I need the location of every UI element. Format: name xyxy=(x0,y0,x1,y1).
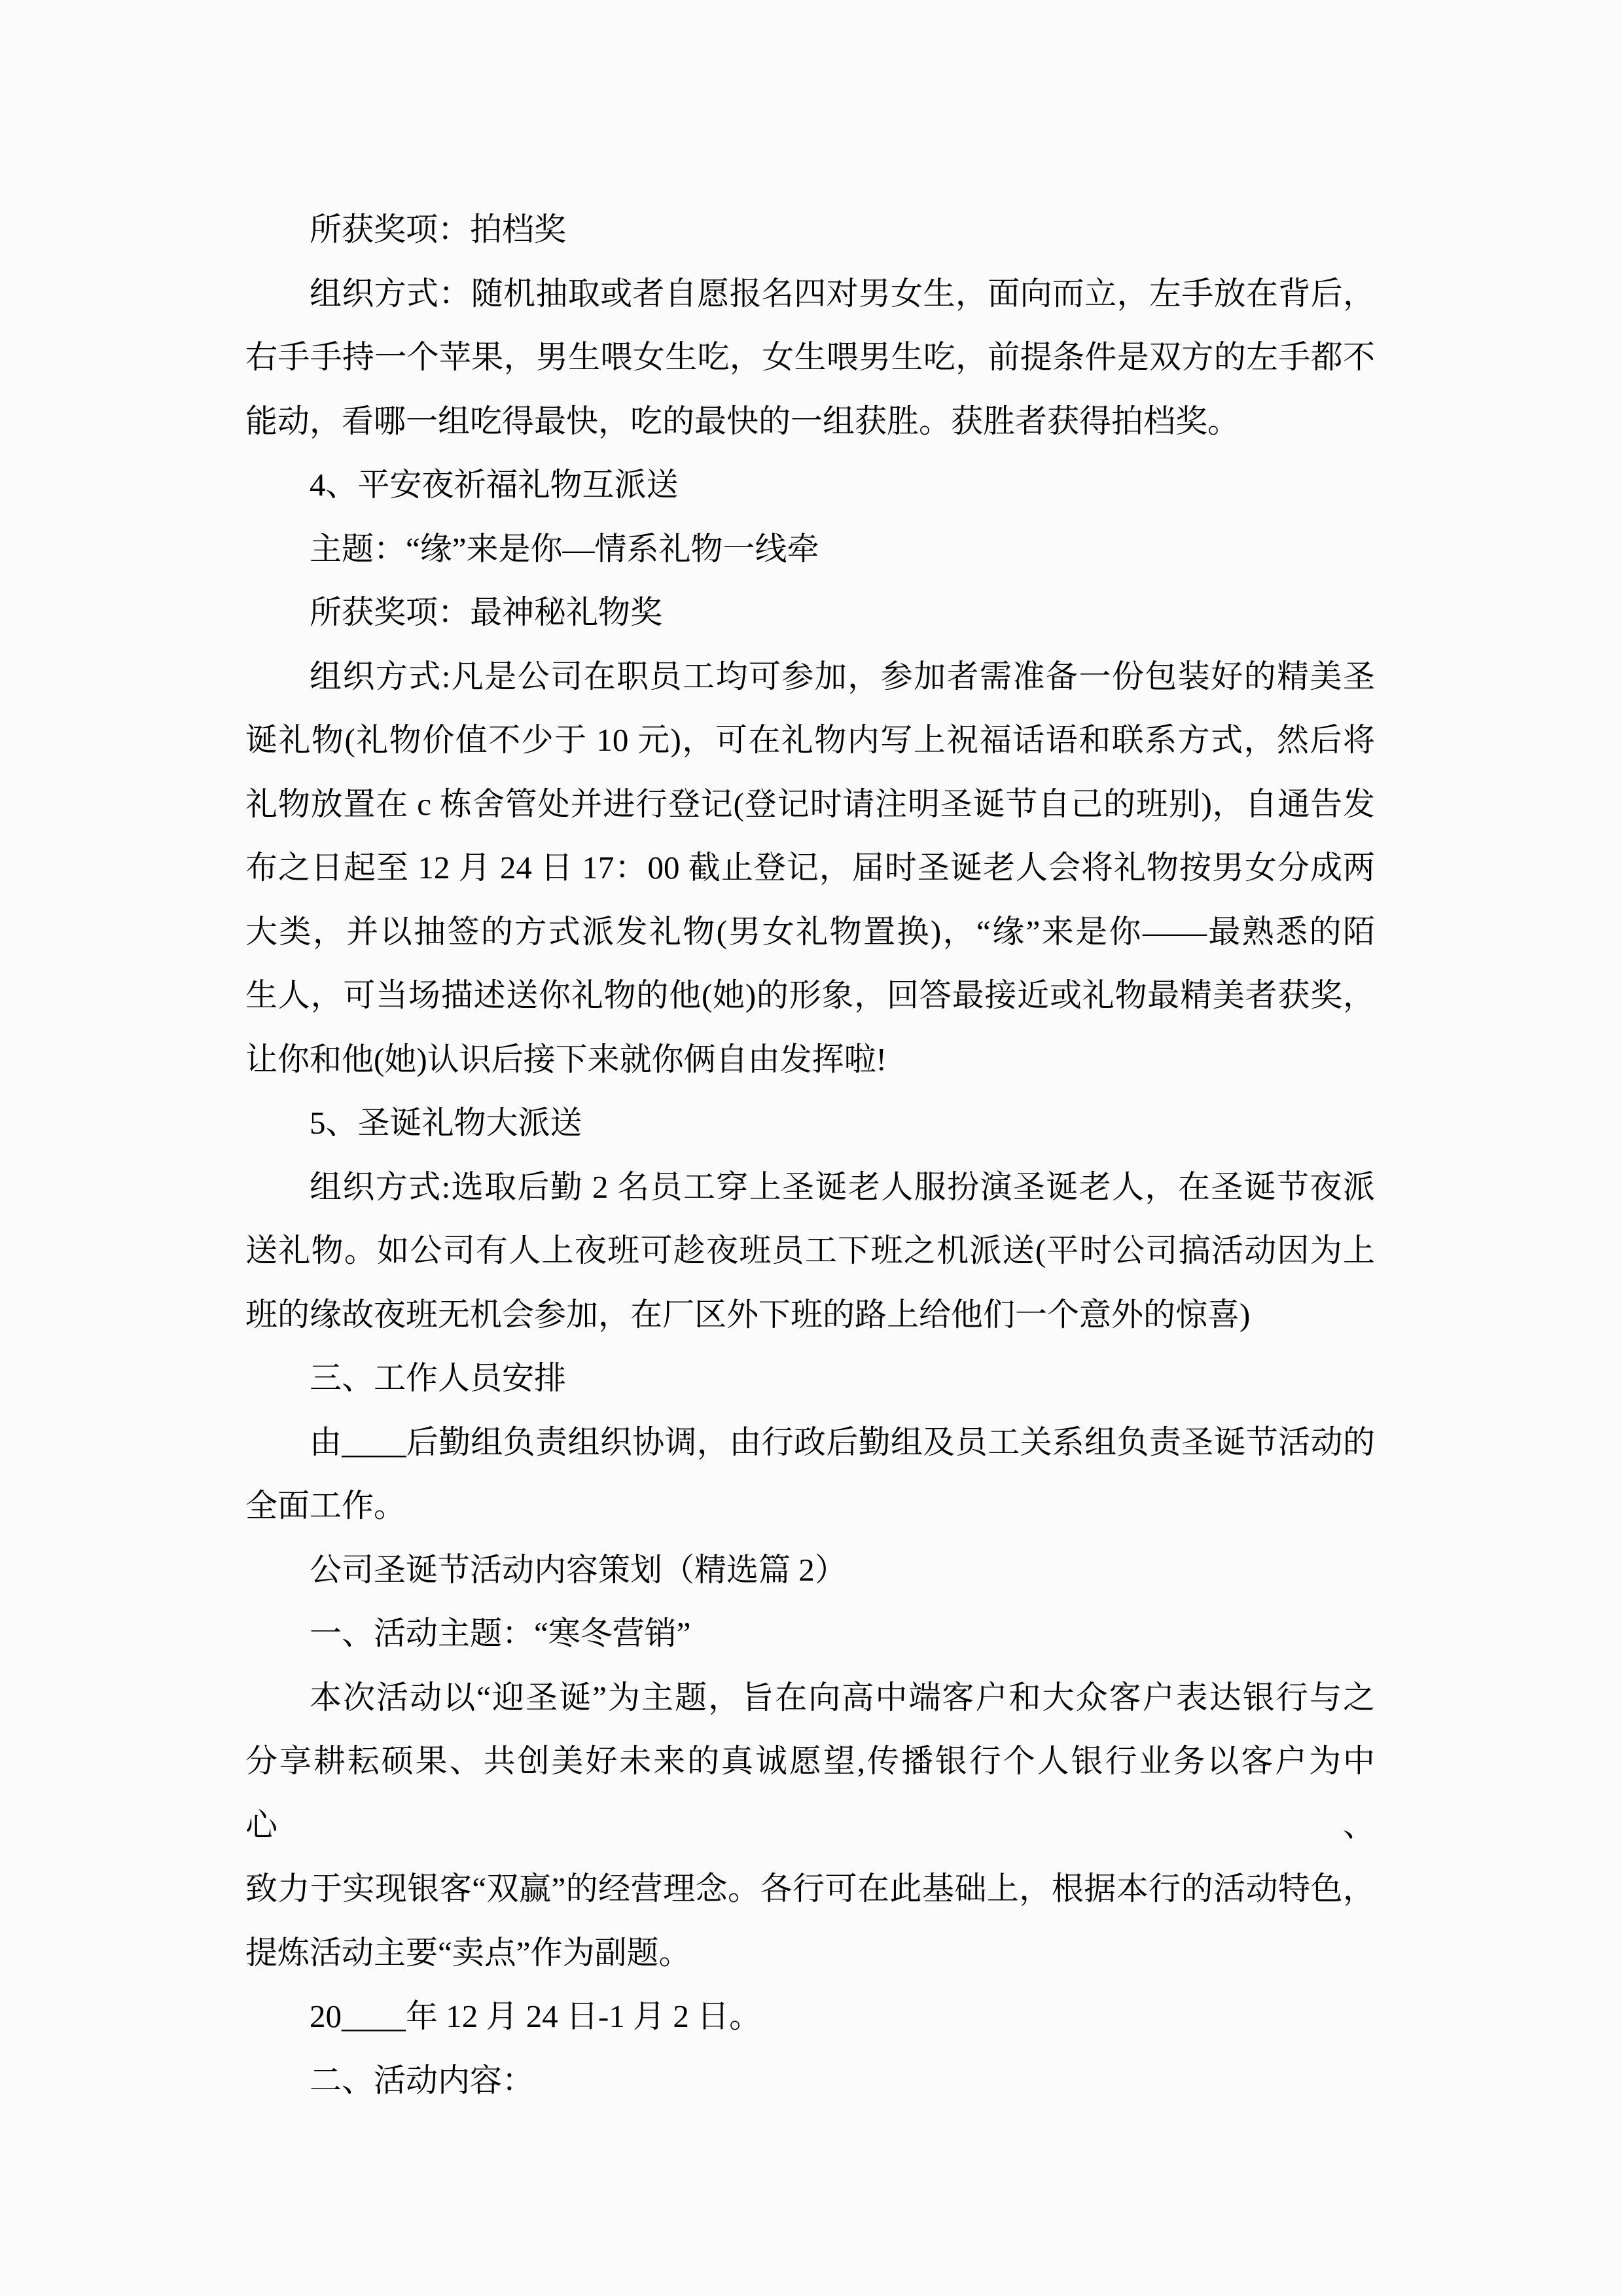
text-line: 所获奖项：拍档奖 xyxy=(310,211,567,247)
text-line: 分享耕耘硕果、共创美好未来的真诚愿望,传播银行个人银行业务以客户为中心、 xyxy=(245,1743,1375,1843)
text-line: 组织方式:凡是公司在职员工均可参加，参加者需准备一份包装好的精美圣 xyxy=(310,658,1375,694)
text-line: 一、活动主题：“寒冬营销” xyxy=(310,1615,691,1651)
text-line: 布之日起至 12 月 24 日 17：00 截止登记，届时圣诞老人会将礼物按男女分成两 xyxy=(245,850,1375,886)
text-line: 右手手持一个苹果，男生喂女生吃，女生喂男生吃，前提条件是双方的左手都不 xyxy=(245,339,1375,375)
text-line: 能动，看哪一组吃得最快，吃的最快的一组获胜。获胜者获得拍档奖。 xyxy=(245,403,1240,439)
text-line: 礼物放置在 c 栋舍管处并进行登记(登记时请注明圣诞节自己的班别)，自通告发 xyxy=(245,785,1375,822)
text-line: 全面工作。 xyxy=(245,1488,406,1524)
text-line: 20____年 12 月 24 日-1 月 2 日。 xyxy=(310,1998,762,2034)
text-line: 送礼物。如公司有人上夜班可趁夜班员工下班之机派送(平时公司搞活动因为上 xyxy=(245,1232,1375,1268)
text-line: 提炼活动主要“卖点”作为副题。 xyxy=(245,1934,691,1971)
text-line: 5、圣诞礼物大派送 xyxy=(310,1105,582,1141)
text-line: 本次活动以“迎圣诞”为主题，旨在向高中端客户和大众客户表达银行与之 xyxy=(310,1679,1375,1715)
text-line: 由____后勤组负责组织协调，由行政后勤组及员工关系组负责圣诞节活动的 xyxy=(310,1424,1375,1460)
text-line: 让你和他(她)认识后接下来就你俩自由发挥啦! xyxy=(245,1041,887,1077)
text-line: 大类，并以抽签的方式派发礼物(男女礼物置换)，“缘”来是你——最熟悉的陌 xyxy=(245,913,1375,950)
text-line: 主题：“缘”来是你—情系礼物一线牵 xyxy=(310,530,819,567)
text-line: 三、工作人员安排 xyxy=(310,1360,567,1396)
text-line: 生人，可当场描述送你礼物的他(她)的形象，回答最接近或礼物最精美者获奖， xyxy=(245,977,1375,1013)
text-line: 组织方式:选取后勤 2 名员工穿上圣诞老人服扮演圣诞老人，在圣诞节夜派 xyxy=(310,1168,1375,1205)
text-line: 致力于实现银客“双赢”的经营理念。各行可在此基础上，根据本行的活动特色， xyxy=(245,1871,1375,1907)
text-line: 4、平安夜祈福礼物互派送 xyxy=(310,467,679,503)
text-line: 班的缘故夜班无机会参加，在厂区外下班的路上给他们一个意外的惊喜) xyxy=(245,1296,1251,1333)
text-line: 组织方式：随机抽取或者自愿报名四对男女生，面向而立，左手放在背后， xyxy=(310,275,1375,312)
text-line: 二、活动内容： xyxy=(310,2062,535,2098)
text-line: 诞礼物(礼物价值不少于 10 元)，可在礼物内写上祝福话语和联系方式，然后将 xyxy=(245,722,1375,758)
document-text-block xyxy=(245,198,1375,2112)
text-line: 所获奖项：最神秘礼物奖 xyxy=(310,594,663,630)
text-line: 公司圣诞节活动内容策划（精选篇 2） xyxy=(310,1551,847,1588)
